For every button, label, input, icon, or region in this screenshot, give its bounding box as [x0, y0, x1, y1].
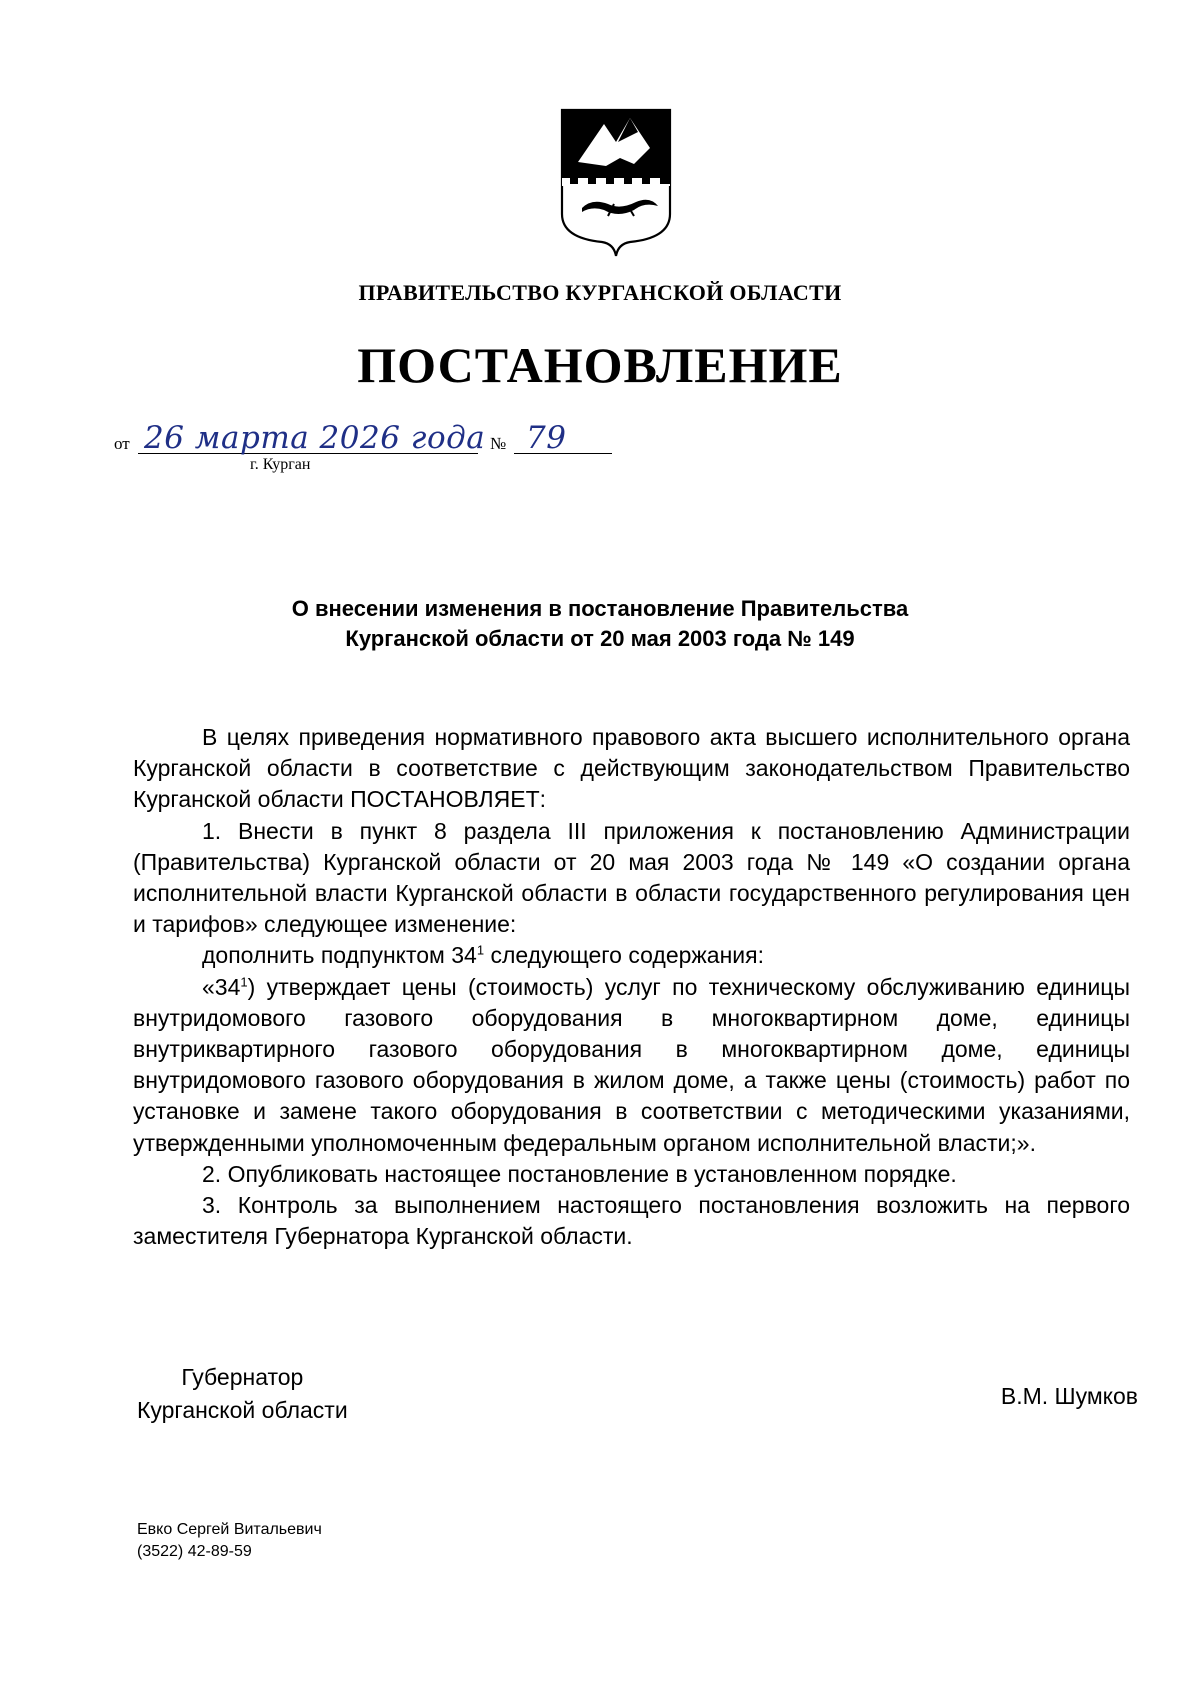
number-sign: № — [490, 434, 507, 453]
document-body — [133, 722, 1130, 1252]
subitem-superscript: 1 — [240, 973, 248, 989]
subject-line-2: Курганской области от 20 мая 2003 года № 149 — [345, 626, 855, 651]
body-paragraph-subitem — [133, 972, 1130, 1159]
subitem-text-start: «34 — [202, 973, 241, 1000]
addition-superscript: 1 — [476, 942, 485, 958]
document-type-title: ПОСТАНОВЛЕНИЕ — [357, 337, 843, 393]
addition-text-end: следующего содержания: — [484, 942, 764, 969]
handwritten-number: 79 — [526, 420, 567, 456]
body-paragraph-item-3: 3. Контроль за выполнением настоящего постановления возложить на первого заместителя Губернатора Курганской области. — [133, 1192, 1130, 1250]
body-paragraph-preamble: В целях приведения нормативного правового акта высшего исполнительного органа Курганской области в соответствие с действующим законодательством Правительство Курганской области ПОСТАНОВЛЯЕТ: — [133, 724, 1130, 813]
executor-phone: (3522) 42-89-59 — [137, 1543, 252, 1560]
signatory-name: В.М. Шумков — [1000, 1383, 1138, 1409]
city-label: г. Курган — [250, 456, 311, 473]
document-date-number-row — [114, 420, 634, 480]
body-paragraph-item-1: 1. Внести в пункт 8 раздела III приложения к постановлению Администрации (Правительства) Курганской области от 20 мая 2003 года № 149 «О создании органа исполнительной власти Курганской области в области государственного регулирования цен и тарифов» следующее изменение: — [133, 817, 1130, 938]
executor-name: Евко Сергей Витальевич — [137, 1521, 322, 1538]
subject-line-1: О внесении изменения в постановление Правительства — [291, 596, 909, 621]
signatory-role — [137, 1361, 348, 1427]
coat-of-arms-emblem — [558, 106, 674, 258]
executor-contact — [137, 1519, 322, 1563]
date-prefix: от — [114, 434, 130, 453]
signatory-role-line-1: Губернатор — [181, 1364, 304, 1390]
signatory-role-line-2: Курганской области — [137, 1397, 348, 1423]
body-paragraph-item-2: 2. Опубликовать настоящее постановление в установленном порядке. — [202, 1160, 957, 1187]
document-subject — [0, 594, 1200, 654]
subitem-text-end: ) утверждает цены (стоимость) услуг по техническому обслуживанию единицы внутридомового газового оборудования в многоквартирном доме, единицы внутриквартирного газового оборудования в многоквартирном доме, единицы внутридомового газового оборудования в жилом доме, а также цены (стоимость) работ по установке и замене такого оборудования в соответствии с методическими указаниями, утвержденными уполномоченным федеральным органом исполнительной власти;». — [133, 973, 1130, 1156]
government-title: ПРАВИТЕЛЬСТВО КУРГАНСКОЙ ОБЛАСТИ — [358, 280, 842, 305]
addition-text-start: дополнить подпунктом 34 — [202, 942, 477, 969]
body-paragraph-addition — [133, 940, 1130, 971]
handwritten-date: 26 марта 2026 года — [144, 420, 486, 456]
